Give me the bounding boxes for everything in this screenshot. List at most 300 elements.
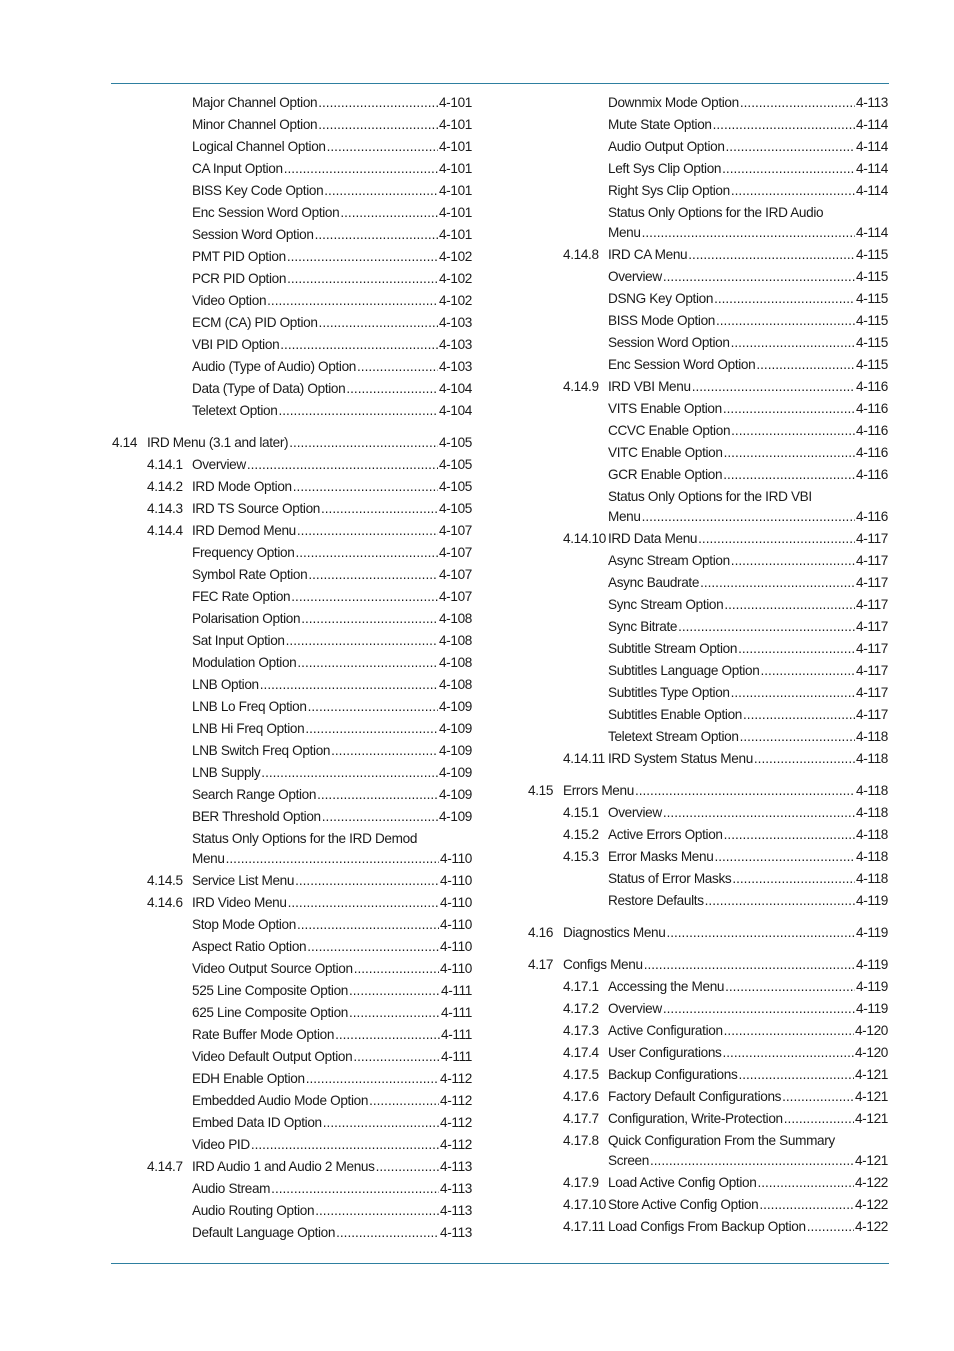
dot-leader [322, 806, 438, 828]
toc-entry[interactable] [528, 310, 888, 332]
section-number: 4.14.1 [147, 457, 183, 472]
entry-title: Session Word Option [608, 335, 730, 350]
entry-title: Configs Menu [563, 957, 643, 972]
toc-entry[interactable] [112, 870, 472, 892]
dot-leader [308, 564, 438, 586]
dot-leader [642, 222, 855, 244]
toc-entry[interactable] [528, 802, 888, 824]
page-number: 4-113 [439, 1159, 472, 1174]
toc-entry[interactable] [112, 740, 472, 762]
page-number: 4-109 [438, 787, 472, 802]
page-number: 4-101 [438, 95, 472, 110]
toc-entry[interactable] [112, 114, 472, 136]
page-number: 4-113 [855, 95, 888, 110]
toc-entry[interactable] [528, 1216, 888, 1238]
toc-entry[interactable] [528, 550, 888, 572]
dot-leader [297, 914, 439, 936]
toc-entry[interactable] [528, 114, 888, 136]
entry-title: IRD TS Source Option [192, 501, 320, 516]
page-number: 4-105 [438, 435, 472, 450]
dot-leader [678, 616, 855, 638]
toc-entry[interactable] [112, 1024, 472, 1046]
page-number: 4-114 [855, 183, 888, 198]
section-number: 4.15.3 [563, 849, 599, 864]
dot-leader [280, 334, 438, 356]
dot-leader [321, 498, 438, 520]
dot-leader [663, 266, 855, 288]
toc-entry[interactable] [112, 268, 472, 290]
section-number: 4.14.9 [563, 379, 599, 394]
dot-leader [289, 432, 438, 454]
dot-leader [324, 180, 438, 202]
section-number: 4.14.6 [147, 895, 183, 910]
page-number: 4-111 [441, 1005, 472, 1020]
section-number: 4.15.1 [563, 805, 599, 820]
toc-entry[interactable] [112, 1178, 472, 1200]
entry-title: Video Default Output Option [192, 1049, 353, 1064]
page-number: 4-110 [439, 939, 472, 954]
entry-title: Search Range Option [192, 787, 317, 802]
section-number: 4.14.4 [147, 523, 183, 538]
entry-title: BISS Mode Option [608, 313, 715, 328]
dot-leader [724, 1020, 854, 1042]
toc-entry[interactable] [528, 332, 888, 354]
toc-entry[interactable] [112, 630, 472, 652]
page-number: 4-103 [438, 315, 472, 330]
toc-entry[interactable] [528, 420, 888, 442]
toc-entry[interactable] [112, 828, 472, 870]
section-number: 4.14.5 [147, 873, 183, 888]
page-number: 4-101 [438, 139, 472, 154]
toc-entry[interactable] [528, 616, 888, 638]
footer-rule [111, 1263, 889, 1264]
toc-entry[interactable] [112, 224, 472, 246]
entry-title: LNB Hi Freq Option [192, 721, 305, 736]
entry-title: Diagnostics Menu [563, 925, 666, 940]
dot-leader [723, 398, 855, 420]
toc-entry[interactable] [112, 356, 472, 378]
dot-leader [714, 288, 855, 310]
dot-leader [323, 1112, 439, 1134]
page-number: 4-114 [855, 139, 888, 154]
page-number: 4-117 [855, 685, 888, 700]
dot-leader [297, 520, 438, 542]
entry-title: Embed Data ID Option [192, 1115, 322, 1130]
entry-title: CCVC Enable Option [608, 423, 731, 438]
toc-entry[interactable] [528, 594, 888, 616]
page-number: 4-114 [855, 117, 888, 132]
entry-title: Left Sys Clip Option [608, 161, 722, 176]
page-number: 4-115 [855, 247, 888, 262]
toc-entry[interactable] [528, 136, 888, 158]
entry-title: IRD Video Menu [192, 895, 287, 910]
dot-leader [725, 976, 855, 998]
section-number: 4.17.11 [563, 1219, 605, 1234]
entry-title: Configuration, Write-Protection [608, 1111, 783, 1126]
page-number: 4-107 [438, 523, 472, 538]
toc-entry[interactable] [528, 1086, 888, 1108]
toc-entry[interactable] [112, 958, 472, 980]
entry-title: Stop Mode Option [192, 917, 296, 932]
toc-entry[interactable] [112, 334, 472, 356]
toc-entry[interactable] [528, 1108, 888, 1130]
toc-entry[interactable] [528, 464, 888, 486]
dot-leader [305, 718, 438, 740]
page-number: 4-108 [438, 633, 472, 648]
dot-leader [731, 550, 855, 572]
toc-entry[interactable] [528, 202, 888, 244]
toc-entry[interactable] [112, 290, 472, 312]
toc-entry[interactable] [112, 520, 472, 542]
toc-entry[interactable] [112, 608, 472, 630]
dot-leader [759, 1194, 854, 1216]
toc-entry[interactable] [528, 726, 888, 748]
page-number: 4-118 [855, 783, 888, 798]
toc-entry[interactable] [112, 936, 472, 958]
entry-title: LNB Option [192, 677, 259, 692]
entry-title: Minor Channel Option [192, 117, 318, 132]
toc-entry[interactable] [112, 718, 472, 740]
dot-leader [756, 354, 855, 376]
page-number: 4-121 [854, 1153, 888, 1168]
toc-entry[interactable] [528, 158, 888, 180]
page-number: 4-110 [439, 917, 472, 932]
entry-title: BISS Key Code Option [192, 183, 324, 198]
toc-entry[interactable] [112, 400, 472, 422]
page-number: 4-110 [439, 895, 472, 910]
dot-leader [757, 1172, 854, 1194]
toc-entry[interactable] [528, 1064, 888, 1086]
entry-title: Data (Type of Data) Option [192, 381, 346, 396]
entry-title: Subtitles Language Option [608, 663, 760, 678]
toc-entry[interactable] [528, 922, 888, 944]
toc-entry[interactable] [528, 954, 888, 976]
toc-entry[interactable] [528, 1042, 888, 1064]
page-number: 4-119 [855, 979, 888, 994]
entry-title: Status Only Options for the IRD VBI [608, 489, 812, 504]
dot-leader [308, 696, 438, 718]
toc-entry[interactable] [528, 890, 888, 912]
toc-entry[interactable] [528, 266, 888, 288]
dot-leader [722, 1042, 853, 1064]
entry-title: Sync Stream Option [608, 597, 724, 612]
page-number: 4-101 [438, 205, 472, 220]
dot-leader [327, 136, 438, 158]
toc-entry[interactable] [112, 1002, 472, 1024]
page-number: 4-115 [855, 291, 888, 306]
entry-title: Teletext Option [192, 403, 278, 418]
toc-entry[interactable] [112, 1112, 472, 1134]
entry-title: Enc Session Word Option [192, 205, 340, 220]
page-number: 4-116 [855, 445, 888, 460]
page-number: 4-113 [439, 1225, 472, 1240]
toc-entry[interactable] [112, 1090, 472, 1112]
entry-title: Status Only Options for the IRD Demod [192, 831, 418, 846]
dot-leader [740, 92, 855, 114]
toc-entry[interactable] [528, 1020, 888, 1042]
dot-leader [331, 740, 438, 762]
entry-title: Major Channel Option [192, 95, 318, 110]
toc-entry[interactable] [112, 1134, 472, 1156]
entry-title: Sat Input Option [192, 633, 285, 648]
toc-entry[interactable] [112, 1068, 472, 1090]
page-number: 4-102 [438, 249, 472, 264]
toc-entry[interactable] [112, 564, 472, 586]
page-number: 4-122 [854, 1175, 888, 1190]
entry-title: LNB Lo Freq Option [192, 699, 307, 714]
page-number: 4-119 [855, 957, 888, 972]
entry-title: IRD System Status Menu [608, 751, 753, 766]
toc-entry[interactable] [112, 136, 472, 158]
toc-entry[interactable] [528, 244, 888, 266]
toc-entry[interactable] [528, 704, 888, 726]
page-number: 4-121 [854, 1067, 888, 1082]
dot-leader [247, 454, 438, 476]
section-number: 4.17.3 [563, 1023, 599, 1038]
page-number: 4-114 [855, 161, 888, 176]
toc-left-column [112, 92, 472, 1244]
entry-title: Async Stream Option [608, 553, 730, 568]
toc-entry[interactable] [112, 806, 472, 828]
toc-entry[interactable] [112, 542, 472, 564]
toc-entry[interactable] [528, 180, 888, 202]
section-number: 4.14.2 [147, 479, 183, 494]
toc-entry[interactable] [528, 638, 888, 660]
dot-leader [731, 180, 855, 202]
toc-entry[interactable] [528, 1172, 888, 1194]
section-number: 4.14 [112, 435, 138, 450]
dot-leader [336, 1222, 439, 1244]
toc-entry[interactable] [528, 660, 888, 682]
dot-leader [278, 400, 438, 422]
entry-title: Video Output Source Option [192, 961, 353, 976]
page-number: 4-117 [855, 531, 888, 546]
toc-entry[interactable] [112, 784, 472, 806]
entry-title: PCR PID Option [192, 271, 287, 286]
toc-entry[interactable] [528, 976, 888, 998]
entry-title: 525 Line Composite Option [192, 983, 348, 998]
dot-leader [731, 682, 855, 704]
page-number: 4-110 [439, 851, 472, 866]
entry-title: IRD Demod Menu [192, 523, 296, 538]
toc-entry[interactable] [112, 92, 472, 114]
toc-entry[interactable] [112, 892, 472, 914]
entry-title: BER Threshold Option [192, 809, 321, 824]
toc-entry[interactable] [112, 762, 472, 784]
section-number: 4.17.2 [563, 1001, 599, 1016]
dot-leader [714, 846, 855, 868]
entry-title: IRD Menu (3.1 and later) [147, 435, 289, 450]
page-number: 4-112 [439, 1115, 472, 1130]
toc-entry[interactable] [528, 376, 888, 398]
toc-entry[interactable] [112, 158, 472, 180]
entry-title: LNB Switch Freq Option [192, 743, 331, 758]
entry-title: Load Configs From Backup Option [608, 1219, 806, 1234]
toc-entry[interactable] [528, 868, 888, 890]
dot-leader [295, 870, 439, 892]
dot-leader [353, 1046, 440, 1068]
dot-leader [754, 748, 855, 770]
toc-entry[interactable] [112, 586, 472, 608]
page-number: 4-120 [854, 1023, 888, 1038]
toc-entry[interactable] [528, 682, 888, 704]
page-number: 4-112 [439, 1137, 472, 1152]
entry-title: Aspect Ratio Option [192, 939, 307, 954]
page-number: 4-107 [438, 589, 472, 604]
section-number: 4.17 [528, 957, 554, 972]
page-number: 4-114 [855, 225, 888, 240]
header-rule [111, 83, 889, 84]
toc-entry[interactable] [528, 486, 888, 528]
page-number: 4-120 [854, 1045, 888, 1060]
page-number: 4-109 [438, 809, 472, 824]
entry-title: Restore Defaults [608, 893, 704, 908]
dot-leader [705, 890, 855, 912]
entry-title: Downmix Mode Option [608, 95, 739, 110]
toc-entry[interactable] [528, 528, 888, 550]
dot-leader [261, 762, 438, 784]
dot-leader [807, 1216, 854, 1238]
toc-entry[interactable] [112, 246, 472, 268]
toc-entry[interactable] [528, 442, 888, 464]
toc-entry[interactable] [112, 454, 472, 476]
page-number: 4-101 [438, 117, 472, 132]
toc-entry[interactable] [112, 674, 472, 696]
toc-entry[interactable] [528, 748, 888, 770]
dot-leader [293, 476, 438, 498]
page-number: 4-109 [438, 699, 472, 714]
dot-leader [722, 158, 855, 180]
entry-title: Default Language Option [192, 1225, 336, 1240]
toc-entry[interactable] [528, 780, 888, 802]
dot-leader [732, 868, 855, 890]
entry-title: Audio Stream [192, 1181, 271, 1196]
toc-entry[interactable] [112, 180, 472, 202]
entry-title: IRD VBI Menu [608, 379, 691, 394]
page-number: 4-117 [855, 619, 888, 634]
entry-title: Right Sys Clip Option [608, 183, 730, 198]
entry-title: Teletext Stream Option [608, 729, 739, 744]
page-number: 4-116 [855, 509, 888, 524]
toc-entry[interactable] [528, 288, 888, 310]
entry-title: Video PID [192, 1137, 250, 1152]
entry-title-continuation: Menu [192, 851, 225, 866]
toc-entry[interactable] [112, 914, 472, 936]
entry-title: User Configurations [608, 1045, 722, 1060]
dot-leader [743, 704, 855, 726]
section-number: 4.15.2 [563, 827, 599, 842]
entry-title: Error Masks Menu [608, 849, 714, 864]
dot-leader [731, 420, 855, 442]
toc-entry[interactable] [112, 980, 472, 1002]
toc-entry[interactable] [112, 652, 472, 674]
page-number: 4-113 [439, 1181, 472, 1196]
dot-leader [349, 980, 440, 1002]
toc-entry[interactable] [112, 432, 472, 454]
dot-leader [295, 542, 438, 564]
page-number: 4-105 [438, 479, 472, 494]
entry-title: Factory Default Configurations [608, 1089, 782, 1104]
toc-entry[interactable] [112, 378, 472, 400]
toc-entry[interactable] [112, 696, 472, 718]
toc-entry[interactable] [112, 1046, 472, 1068]
page-number: 4-115 [855, 313, 888, 328]
page-number: 4-102 [438, 271, 472, 286]
toc-entry[interactable] [112, 202, 472, 224]
toc-entry[interactable] [528, 398, 888, 420]
toc-entry[interactable] [528, 572, 888, 594]
dot-leader [284, 158, 438, 180]
section-number: 4.17.4 [563, 1045, 599, 1060]
page-number: 4-105 [438, 501, 472, 516]
page-number: 4-117 [855, 663, 888, 678]
page-number: 4-116 [855, 423, 888, 438]
toc-entry[interactable] [112, 1200, 472, 1222]
entry-title: Audio Output Option [608, 139, 725, 154]
page-number: 4-109 [438, 765, 472, 780]
entry-title: Enc Session Word Option [608, 357, 756, 372]
entry-title: Active Configuration [608, 1023, 723, 1038]
page-number: 4-107 [438, 545, 472, 560]
entry-title: Errors Menu [563, 783, 634, 798]
dot-leader [782, 1086, 854, 1108]
entry-title: Rate Buffer Mode Option [192, 1027, 335, 1042]
toc-entry[interactable] [528, 354, 888, 376]
dot-leader [318, 114, 438, 136]
page-number: 4-118 [855, 805, 888, 820]
page-number: 4-118 [855, 827, 888, 842]
page-number: 4-108 [438, 677, 472, 692]
page-number: 4-107 [438, 567, 472, 582]
toc-entry[interactable] [112, 476, 472, 498]
page-number: 4-104 [438, 403, 472, 418]
toc-entry[interactable] [528, 824, 888, 846]
dot-leader [307, 936, 439, 958]
entry-title-continuation: Menu [608, 225, 641, 240]
toc-entry[interactable] [528, 846, 888, 868]
section-number: 4.17.8 [563, 1133, 599, 1148]
dot-leader [288, 892, 439, 914]
dot-leader [354, 958, 439, 980]
page-number: 4-103 [438, 359, 472, 374]
page-number: 4-110 [439, 873, 472, 888]
dot-leader [642, 506, 855, 528]
dot-leader [688, 244, 855, 266]
section-number: 4.14.7 [147, 1159, 183, 1174]
section-number: 4.14.10 [563, 531, 606, 546]
dot-leader [663, 998, 855, 1020]
toc-entry[interactable] [112, 498, 472, 520]
toc-entry[interactable] [528, 1130, 888, 1172]
entry-title: FEC Rate Option [192, 589, 291, 604]
toc-entry[interactable] [528, 92, 888, 114]
toc-entry[interactable] [112, 1222, 472, 1244]
entry-title: Logical Channel Option [192, 139, 326, 154]
dot-leader [318, 92, 438, 114]
toc-entry[interactable] [112, 1156, 472, 1178]
entry-title: Mute State Option [608, 117, 712, 132]
dot-leader [740, 726, 855, 748]
entry-title: VBI PID Option [192, 337, 280, 352]
toc-entry[interactable] [528, 998, 888, 1020]
dot-leader [340, 202, 438, 224]
entry-title: Audio Routing Option [192, 1203, 315, 1218]
toc-entry[interactable] [528, 1194, 888, 1216]
dot-leader [369, 1090, 439, 1112]
toc-entry[interactable] [112, 312, 472, 334]
entry-title: Overview [608, 805, 662, 820]
entry-title: Subtitles Enable Option [608, 707, 743, 722]
